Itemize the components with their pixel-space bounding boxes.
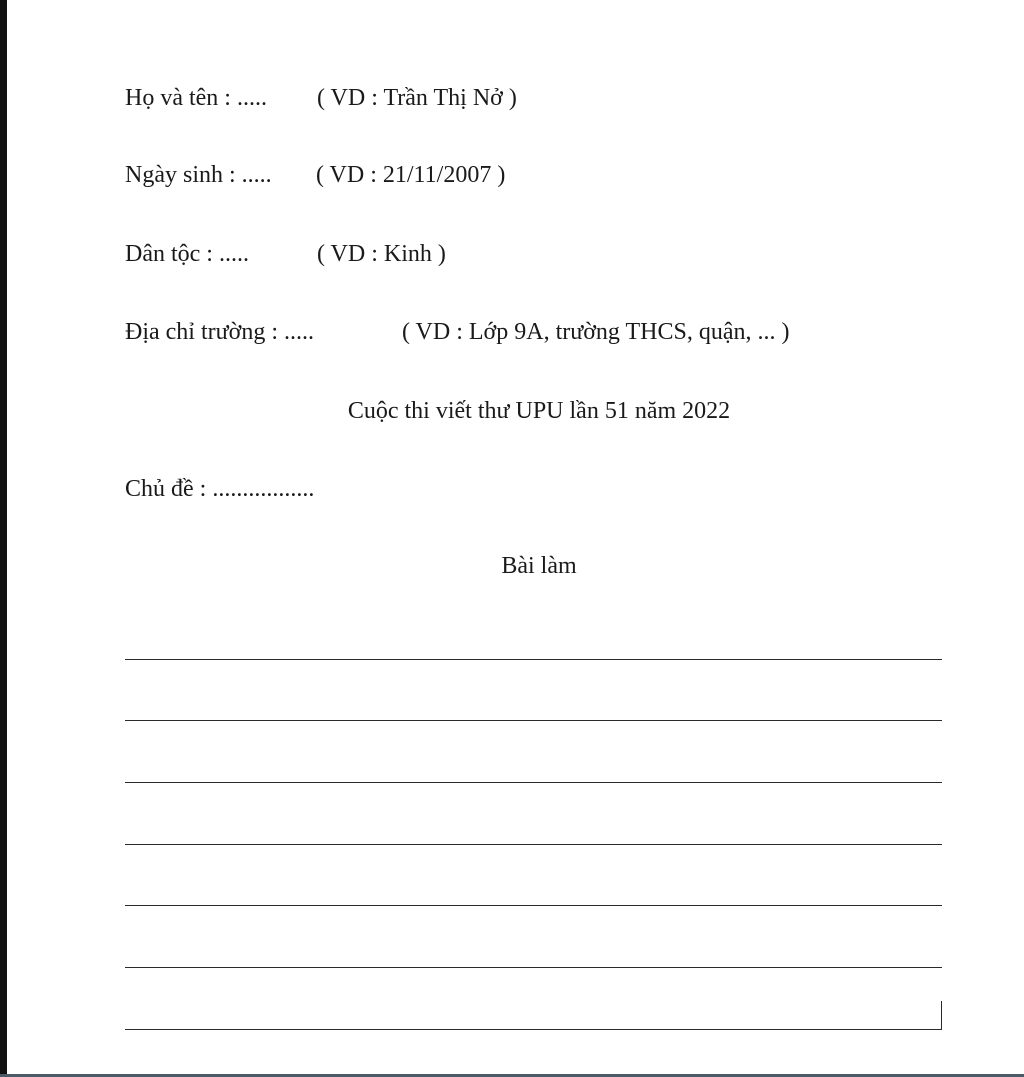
writing-line (125, 782, 942, 783)
dob-example: ( VD : 21/11/2007 ) (316, 162, 506, 188)
name-label: Họ và tên : ..... (125, 85, 267, 111)
ethnicity-label: Dân tộc : ..... (125, 241, 249, 267)
school-example: ( VD : Lớp 9A, trường THCS, quận, ... ) (402, 319, 790, 345)
essay-heading: Bài làm (501, 553, 577, 579)
dob-label: Ngày sinh : ..... (125, 162, 272, 188)
ethnicity-example: ( VD : Kinh ) (317, 241, 446, 267)
topic-label: Chủ đề : ................. (125, 476, 315, 502)
writing-line (125, 967, 942, 968)
writing-line (125, 1029, 942, 1030)
end-tick-mark (941, 1001, 942, 1030)
left-border (0, 0, 7, 1077)
name-example: ( VD : Trần Thị Nở ) (317, 85, 517, 111)
writing-line (125, 720, 942, 721)
writing-line (125, 659, 942, 660)
contest-title: Cuộc thi viết thư UPU lần 51 năm 2022 (347, 398, 731, 424)
writing-line (125, 844, 942, 845)
writing-line (125, 905, 942, 906)
school-label: Địa chỉ trường : ..... (125, 319, 314, 345)
